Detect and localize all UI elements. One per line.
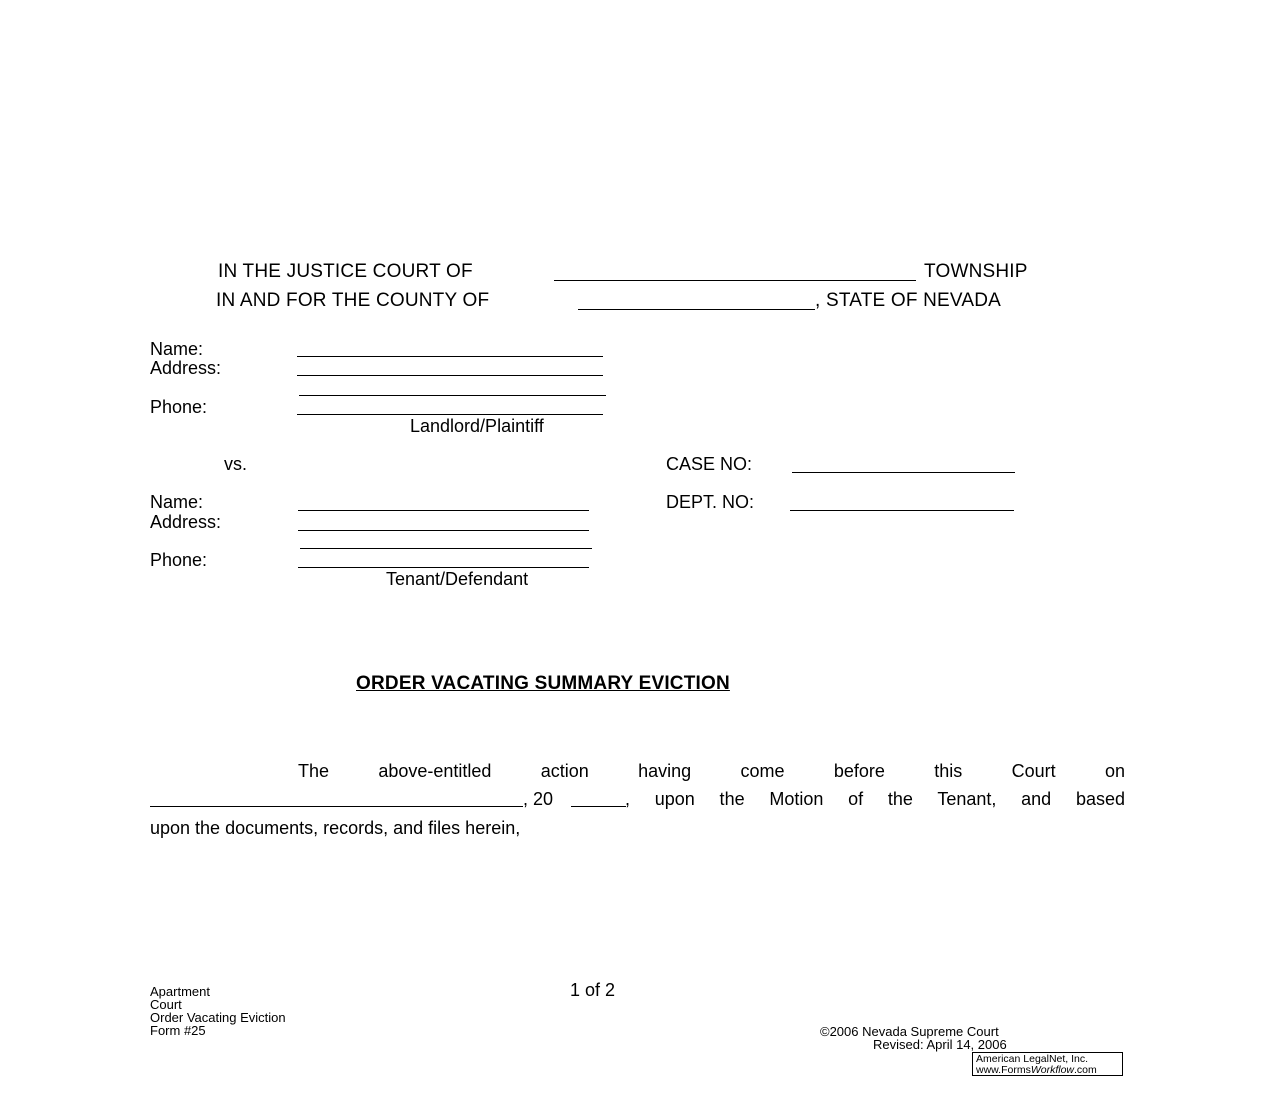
body-line-2-rest: , upon the Motion of the Tenant, and based [625, 789, 1125, 809]
body-line-3: upon the documents, records, and files herein, [150, 818, 521, 838]
form-line-title: Order Vacating Eviction [150, 1010, 286, 1025]
plaintiff-address-label: Address: [150, 358, 222, 378]
defendant-address-field-2[interactable] [300, 548, 592, 549]
body-line-1: The above-entitled action having come before this Court on [298, 761, 1125, 781]
defendant-name-label: Name: [150, 492, 204, 512]
page-number: 1 of 2 [570, 980, 616, 1000]
defendant-address-field-1[interactable] [298, 530, 589, 531]
plaintiff-address-field-1[interactable] [297, 375, 603, 376]
plaintiff-phone-label: Phone: [150, 397, 208, 417]
state-label: , STATE OF NEVADA [815, 290, 1002, 311]
township-blank[interactable] [554, 280, 916, 281]
dept-no-field[interactable] [790, 510, 1014, 511]
form-line-number: Form #25 [150, 1023, 206, 1038]
hearing-date-blank[interactable] [150, 806, 523, 807]
county-header-prefix: IN AND FOR THE COUNTY OF [216, 290, 490, 311]
vendor-name: American LegalNet, Inc. [976, 1053, 1089, 1065]
defendant-address-label: Address: [150, 512, 222, 532]
county-blank[interactable] [578, 309, 815, 310]
plaintiff-role: Landlord/Plaintiff [410, 416, 544, 436]
defendant-phone-label: Phone: [150, 550, 208, 570]
plaintiff-name-label: Name: [150, 339, 204, 359]
plaintiff-name-field[interactable] [297, 356, 603, 357]
defendant-name-field[interactable] [298, 510, 589, 511]
document-title: ORDER VACATING SUMMARY EVICTION [356, 673, 730, 694]
year-blank[interactable] [571, 806, 626, 807]
plaintiff-phone-field[interactable] [297, 414, 603, 415]
court-header-line1 [218, 261, 473, 283]
defendant-phone-field[interactable] [298, 567, 589, 568]
revised-date: Revised: April 14, 2006 [873, 1037, 1007, 1052]
plaintiff-address-field-2[interactable] [299, 395, 606, 396]
versus-label: vs. [224, 454, 248, 474]
form-info [150, 985, 286, 1037]
form-line-apartment: Apartment [150, 984, 210, 999]
case-no-field[interactable] [792, 472, 1015, 473]
year-prefix: , 20 [523, 789, 554, 809]
township-label: TOWNSHIP [924, 261, 1028, 282]
court-header-prefix: IN THE JUSTICE COURT OF [218, 261, 473, 282]
form-line-court: Court [150, 997, 182, 1012]
copyright: ©2006 Nevada Supreme Court [820, 1024, 999, 1039]
defendant-role: Tenant/Defendant [386, 569, 529, 589]
vendor-badge [972, 1052, 1123, 1076]
case-no-label: CASE NO: [666, 454, 753, 474]
dept-no-label: DEPT. NO: [666, 492, 755, 512]
vendor-url: www.FormsWorkflow.com [976, 1064, 1097, 1076]
